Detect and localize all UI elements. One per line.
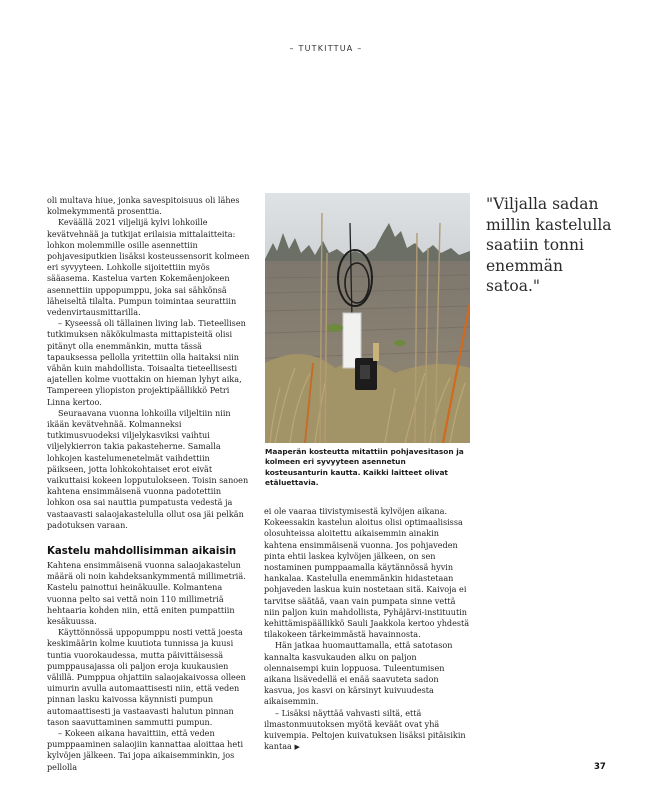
paragraph: Hän jatkaa huomauttamalla, että satotason kannalta kasvukauden alku on paljon olennaisempi kuin loppuosa. Tuleentumisen aikana lisävedellä ei enää saavuteta sadon kasvua, jos kasvi on kärsinyt kuivuudesta aikaisemmin. bbox=[264, 640, 453, 707]
paragraph: Käyttönnössä uppopumppu nosti vettä joesta keskimäärin kolme kuutiota tunnissa ja kuusi tuntia vuorokaudessa, mutta päivittäisessä pumppausajassa oli paljon eroja kuukausien välillä. Pumppua ohjattiin salaojakaivossa olleen uimurin avulla automaattisesti niin, että veden pinnan lasku kaivossa käynnisti pumpun automaattisesti ja vastaavasti halutun pinnan tason saavuttaminen sammutti pumpun. bbox=[47, 627, 246, 727]
paragraph: – Kyseessä oli tällainen living lab. Tieteellisen tutkimuksen näkökulmasta mittapisteitä olisi pitänyt olla enemmänkin, mutta tässä tapauksessa pellolla yritettiin olla haitaksi niin vähän kuin mahdollista. Toisaalta tieteellisesti ajatellen kolme vuottakin on hieman lyhyt aika, Tampereen yliopiston projektipäällikkö Petri Linna kertoo. bbox=[47, 318, 246, 407]
paragraph: Kahtena ensimmäisenä vuonna salaojakastelun määrä oli noin kahdeksankymmentä millimetriä. Kastelu painottui heinäkuulle. Kolmantena vuonna pelto sai vettä noin 110 millimetriä hehtaaria kohden niin, että eniten pumpattiin kesäkuussa. bbox=[47, 560, 246, 627]
field-photo-illustration bbox=[265, 193, 470, 443]
paragraph-text: – Lisäksi näyttää vahvasti siltä, että ilmastonmuutoksen myötä keväät ovat yhä kuivempia. Peltojen kuivatuksen lisäksi pitäisikin kantaa bbox=[264, 707, 466, 752]
column-1-bottom bbox=[47, 545, 250, 773]
paragraph: – Kokeen aikana havaittiin, että veden pumppaaminen salaojiin kannattaa aloittaa heti kylvöjen jälkeen. Tai jopa aikaisemminkin, jos pellolla bbox=[47, 728, 244, 772]
pull-quote-line: "Viljalla sadan bbox=[486, 195, 599, 213]
continue-arrow-icon: ▶ bbox=[294, 743, 300, 752]
page-number: 37 bbox=[594, 762, 606, 772]
paragraph: Keväällä 2021 viljelijä kylvi lohkoille kevätvehnää ja tutkijat erilaisia mittalaitteita: lohkon molemmille osille asennettiin pohjavesiputkien lisäksi kosteussensorit kolmeen eri syvyyteen. Lohkolle sijoitettiin myös sääasema. Kastelua varten Kokemäenjokeen asennettiin uppopumppu, joka sai sähkönsä läheiseltä tilalta. Pumpun toimintaa seurattiin vedenvirtausmittarilla. bbox=[47, 217, 250, 318]
pull-quote bbox=[486, 194, 626, 297]
photo-caption: Maaperän kosteutta mitattiin pohjavesitason ja kolmeen eri syvyyteen asennetun kosteusanturin kautta. Kaikki laitteet olivat etäluettavia. bbox=[265, 447, 464, 488]
pull-quote-line: saatiin tonni bbox=[486, 236, 584, 254]
column-1-top bbox=[47, 195, 250, 531]
field-sensor-photo bbox=[265, 193, 470, 443]
pull-quote-line: enemmän bbox=[486, 256, 563, 275]
subheading: Kastelu mahdollisimman aikaisin bbox=[47, 546, 237, 557]
column-2 bbox=[264, 506, 470, 753]
pull-quote-line: satoa." bbox=[486, 277, 541, 295]
paragraph: Seuraavana vuonna lohkoilla viljeltiin niin ikään kevätvehnää. Kolmanneksi tutkimusvuodeksi viljelykasviksi vaihtui viljelykierron takia pakasteherne. Samalla lohkojen kastelumenetelmät vaihdettiin päikseen, jotta lohkokohtaiset erot eivät vaikuttaisi kokeen lopputulokseen. Toisin sanoen kahtena ensimmäisenä vuonna padotettiin lohkon osa sai nauttia pumpatusta vedestä ja vastaavasti salaojakastelulla ollut osa jäi pelkän padotuksen varaan. bbox=[47, 407, 249, 530]
paragraph bbox=[264, 708, 470, 754]
paragraph: ei ole vaaraa tiivistymisestä kylvöjen aikana. Kokeessakin kastelun aloitus olisi optimaalisissa olosuhteissa aloitettu aikaisemmin ainakin kahtena ensimmäisenä vuonna. Jos pohjaveden pinta ehtii laskea kylvöjen jälkeen, on sen nostaminen pumppaamalla käytännössä hyvin hankalaa. Kastelulla enemmänkin hidastetaan pohjaveden laskua kuin nostetaan sitä. Kaivoja ei tarvitse säätää, vaan vain pumpata sinne vettä niin paljon kuin mahdollista, Pyhäjärvi-instituutin kehittämispäällikkö Sauli Jaakkola kertoo yhdestä tilakokeen tärkeimmästä havainnosta. bbox=[264, 506, 470, 640]
pull-quote-line: millin kastelulla bbox=[486, 215, 612, 234]
paragraph: oli multava hiue, jonka savespitoisuus oli lähes kolmekymmentä prosenttia. bbox=[47, 195, 240, 217]
section-tag: – TUTKITTUA – bbox=[289, 44, 363, 53]
